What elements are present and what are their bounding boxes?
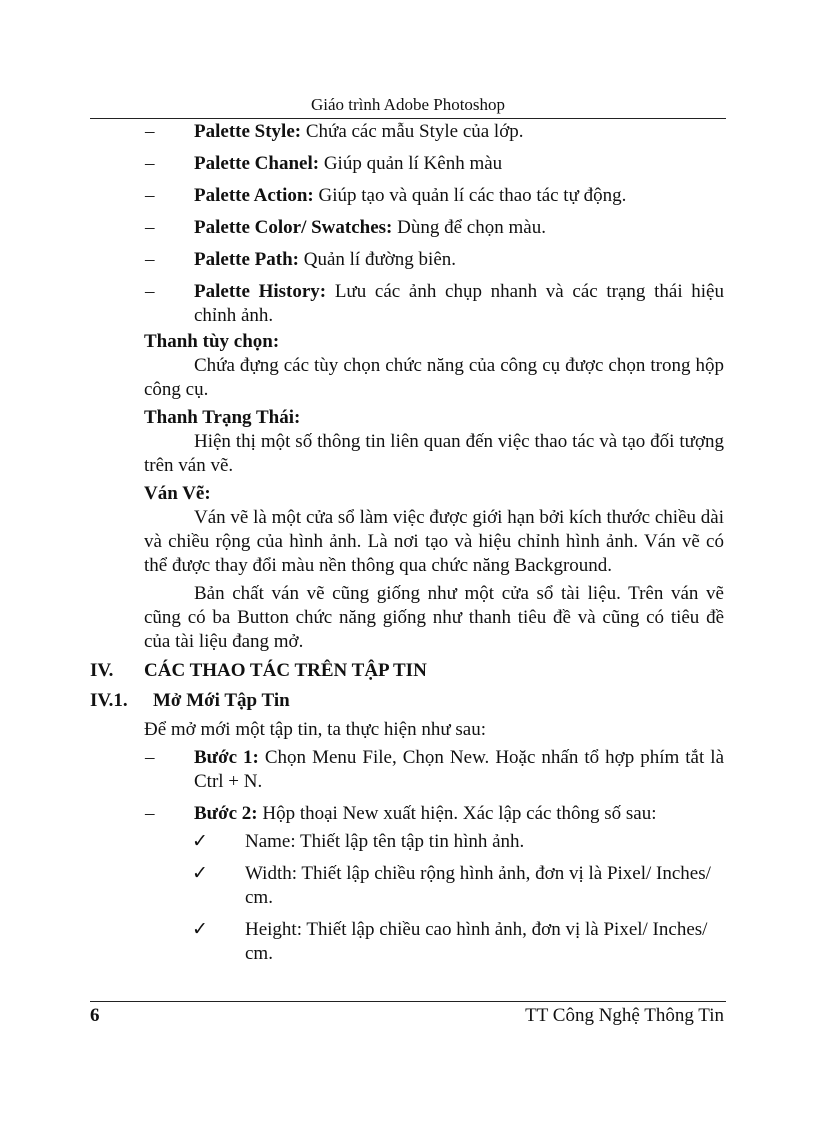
subsection-number: IV.1.: [90, 690, 128, 711]
footer-org: TT Công Nghệ Thông Tin: [525, 1005, 724, 1026]
step-term: Bước 2:: [194, 803, 258, 824]
canvas-heading: Ván Vẽ:: [144, 483, 211, 504]
palette-style-item: [0, 120, 816, 144]
footer-rule: [90, 1001, 726, 1002]
palette-color-swatches-item: [0, 216, 816, 240]
param-height-item: [0, 918, 816, 966]
step-desc: Chọn Menu File, Chọn New. Hoặc nhấn tổ hợp phím tắt là Ctrl + N.: [194, 747, 724, 792]
step-2-item: [0, 802, 816, 826]
param-text: Name: Thiết lập tên tập tin hình ảnh.: [245, 831, 525, 852]
param-text: Width: Thiết lập chiều rộng hình ảnh, đơn vị là Pixel/ Inches/ cm.: [245, 863, 711, 908]
bullet-dash: –: [145, 121, 155, 142]
palette-chanel-item: [0, 152, 816, 176]
item-desc: Lưu các ảnh chụp nhanh và các trạng thái hiệu chỉnh ảnh.: [194, 281, 724, 326]
param-width-item: [0, 862, 816, 910]
step-term: Bước 1:: [194, 747, 259, 768]
step-1-item: [0, 746, 816, 794]
item-term: Palette Chanel:: [194, 153, 320, 174]
section-number: IV.: [90, 660, 114, 681]
bullet-dash: –: [145, 249, 155, 270]
page-body: [0, 120, 816, 974]
item-desc: Giúp quản lí Kênh màu: [319, 153, 503, 174]
status-bar-text: Hiện thị một số thông tin liên quan đến việc thao tác và tạo đối tượng trên ván vẽ.: [144, 431, 724, 476]
running-header: Giáo trình Adobe Photoshop: [310, 95, 506, 114]
section-title: CÁC THAO TÁC TRÊN TẬP TIN: [144, 660, 427, 681]
subsection-heading-iv-1: [0, 688, 816, 714]
options-bar-text: Chứa đựng các tùy chọn chức năng của công cụ được chọn trong hộp công cụ.: [144, 355, 724, 400]
section-heading-iv: [0, 658, 816, 684]
checkmark-icon: ✓: [192, 919, 208, 940]
item-term: Palette Style:: [194, 121, 302, 142]
checkmark-icon: ✓: [192, 863, 208, 884]
item-term: Palette Color/ Swatches:: [194, 217, 393, 238]
page-number: 6: [90, 1005, 100, 1026]
bullet-dash: –: [145, 217, 155, 238]
item-desc: Chứa các mẫu Style của lớp.: [301, 121, 524, 142]
item-desc: Giúp tạo và quản lí các thao tác tự động.: [313, 185, 627, 206]
item-term: Palette Path:: [194, 249, 299, 270]
palette-path-item: [0, 248, 816, 272]
bullet-dash: –: [145, 185, 155, 206]
step-desc: Hộp thoại New xuất hiện. Xác lập các thông số sau:: [257, 803, 657, 824]
item-desc: Dùng để chọn màu.: [392, 217, 546, 238]
bullet-dash: –: [145, 281, 155, 302]
subsection-title: Mở Mới Tập Tin: [153, 690, 290, 711]
subsection-intro: Để mở mới một tập tin, ta thực hiện như sau:: [144, 719, 486, 740]
palette-action-item: [0, 184, 816, 208]
item-desc: Quản lí đường biên.: [298, 249, 457, 270]
header-rule: [90, 118, 726, 119]
item-term: Palette Action:: [194, 185, 314, 206]
bullet-dash: –: [145, 747, 155, 768]
status-bar-heading: Thanh Trạng Thái:: [144, 407, 301, 428]
item-term: Palette History:: [194, 281, 327, 302]
param-name-item: [0, 830, 816, 854]
param-text: Height: Thiết lập chiều cao hình ảnh, đơn vị là Pixel/ Inches/ cm.: [245, 919, 708, 964]
checkmark-icon: ✓: [192, 831, 208, 852]
canvas-paragraph-1: Ván vẽ là một cửa sổ làm việc được giới hạn bởi kích thước chiều dài và chiều rộng của hình ảnh. Là nơi tạo và hiệu chỉnh hình ảnh. Ván vẽ có thể được thay đổi màu nền thông qua chức năng Background.: [144, 507, 724, 576]
bullet-dash: –: [145, 803, 155, 824]
canvas-paragraph-2: Bản chất ván vẽ cũng giống như một cửa sổ tài liệu. Trên ván vẽ cũng có ba Button chức năng giống như thanh tiêu đề và cũng có tiêu đề của tài liệu đang mở.: [144, 583, 724, 652]
options-bar-heading: Thanh tùy chọn:: [144, 331, 280, 352]
palette-history-item: [0, 280, 816, 328]
bullet-dash: –: [145, 153, 155, 174]
